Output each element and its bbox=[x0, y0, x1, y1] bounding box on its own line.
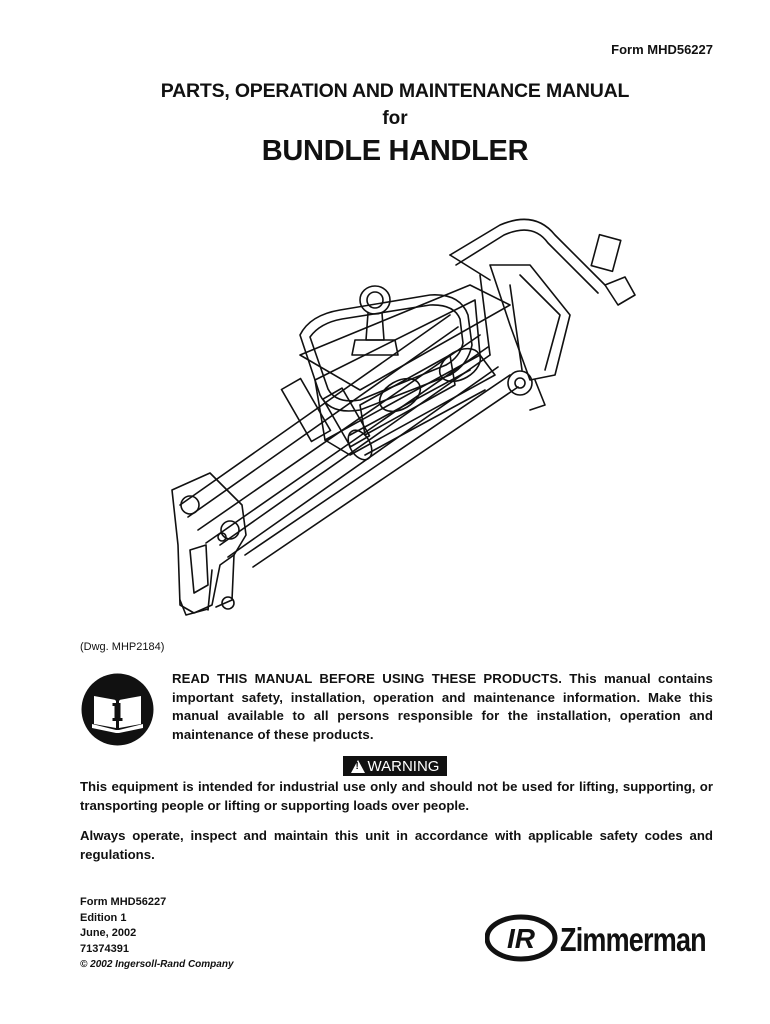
form-info bbox=[80, 895, 234, 973]
operate-instructions: Always operate, inspect and maintain this unit in accordance with applicable safety codes and regulations. bbox=[80, 828, 713, 862]
warning-label: WARNING bbox=[367, 757, 440, 775]
logo-text: Zimmerman bbox=[560, 921, 706, 959]
form-number-header: Form MHD56227 bbox=[611, 42, 713, 57]
warning-badge bbox=[343, 756, 447, 776]
drawing-caption: (Dwg. MHP2184) bbox=[80, 641, 165, 653]
info-book-icon bbox=[80, 672, 155, 747]
publish-date: June, 2002 bbox=[80, 927, 137, 939]
logo-mark: IR bbox=[507, 923, 535, 954]
form-number-footer: Form MHD56227 bbox=[80, 896, 167, 908]
bundle-handler-drawing bbox=[150, 205, 660, 625]
part-number: 71374391 bbox=[80, 942, 129, 955]
title-for: for bbox=[382, 108, 408, 129]
warning-text: This equipment is intended for industrial use only and should not be used for lifting, supporting, or transporting people or lifting or supporting loads over people. bbox=[80, 779, 713, 813]
copyright: © 2002 Ingersoll-Rand Company bbox=[80, 959, 234, 970]
manual-title: PARTS, OPERATION AND MAINTENANCE MANUAL bbox=[160, 80, 630, 102]
edition: Edition 1 bbox=[80, 911, 127, 924]
product-title: BUNDLE HANDLER bbox=[261, 135, 529, 167]
read-manual-notice: READ THIS MANUAL BEFORE USING THESE PRODUCTS. This manual contains important safety, installation, operation and maintenance information. Make this manual available to all persons responsible for the installation, operation and maintenance of these products. bbox=[172, 671, 713, 742]
warning-triangle-icon bbox=[351, 760, 365, 773]
